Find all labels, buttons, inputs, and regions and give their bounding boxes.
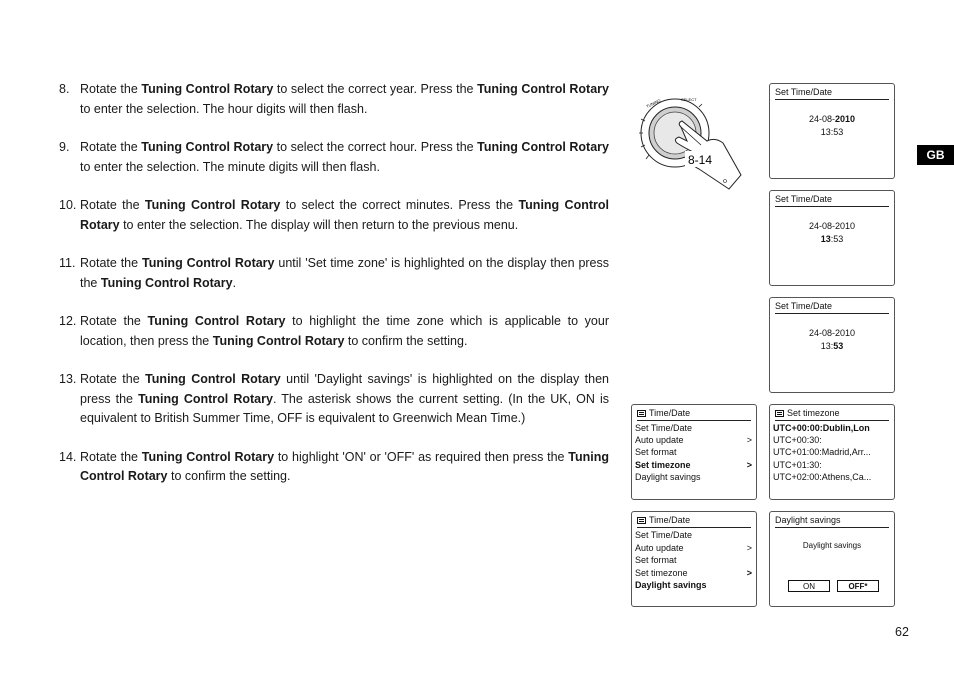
- control-name: Tuning Control Rotary: [141, 82, 274, 96]
- control-name: Tuning Control Rotary: [477, 82, 609, 96]
- tuning-control-illustration: [637, 93, 745, 193]
- step-text-run: until 'Set time zone' is highlighted on the display then press the: [80, 256, 610, 290]
- instruction-steps: [59, 80, 609, 506]
- menu-icon: [637, 410, 646, 417]
- step-number: 8.: [59, 82, 70, 96]
- lcd-date: 24-08-2010: [808, 221, 856, 231]
- lcd-title: Set Time/Date: [775, 193, 889, 207]
- control-name: Tuning Control Rotary: [141, 256, 275, 270]
- control-name: Tuning Control Rotary: [144, 198, 281, 212]
- step-text-run: Rotate the: [80, 256, 142, 270]
- step-number: 14.: [59, 449, 77, 464]
- step-text-run: to enter the selection. The hour digits will then flash.: [80, 101, 368, 116]
- control-name: Tuning Control Rotary: [138, 391, 273, 406]
- lcd-title: Set Time/Date: [775, 86, 889, 100]
- step-text-run: to enter the selection. The minute digits will then flash.: [80, 159, 380, 174]
- tuning-knob-hand-icon: [637, 93, 745, 193]
- control-name: Tuning Control Rotary: [212, 333, 345, 348]
- lcd-time: 13:53: [820, 127, 844, 137]
- step-text-run: to select the correct hour. Press the: [273, 140, 478, 154]
- lcd-timezone-list: [769, 404, 895, 500]
- lcd-date: 24-08-2010: [808, 328, 856, 338]
- instruction-step: [59, 254, 609, 293]
- step-number: 9.: [59, 140, 70, 154]
- step-text: [80, 448, 609, 487]
- step-text: [80, 254, 609, 293]
- step-text-run: . The asterisk shows the current setting. (In the UK, ON is equivalent to British Summer Time, OFF is equivalent to Greenwich Mean Time.): [80, 391, 610, 425]
- lcd-daylight-savings: [769, 511, 895, 607]
- menu-item: Set Time/Date: [635, 423, 693, 433]
- step-text-run: to confirm the setting.: [167, 469, 291, 483]
- menu-item: Set Time/Date: [635, 530, 693, 540]
- step-text: [80, 370, 609, 429]
- step-text-run: to highlight the time zone which is applicable to your location, then press the: [80, 314, 609, 348]
- control-name: Tuning Control Rotary: [141, 449, 275, 464]
- lcd-subtitle: Daylight savings: [802, 541, 862, 550]
- menu-item: Set format: [635, 447, 677, 457]
- step-text-run: Rotate the: [80, 449, 142, 464]
- menu-item: Daylight savings: [635, 472, 701, 482]
- step-text-run: to select the correct year. Press the: [273, 82, 478, 96]
- step-number: 12.: [59, 314, 77, 328]
- step-text-run: .: [232, 275, 237, 290]
- menu-item: Auto update >: [635, 543, 752, 553]
- step-number: 11.: [59, 256, 76, 270]
- lcd-menu-daylight-selected: [631, 511, 757, 607]
- on-option: ON: [788, 580, 830, 592]
- instruction-step: [59, 196, 609, 235]
- instruction-step: [59, 312, 609, 351]
- select-caption: SELECT: [681, 97, 697, 102]
- tuning-caption: TUNING: [645, 97, 662, 109]
- lcd-set-minute: [769, 297, 895, 393]
- menu-item-selected: Daylight savings: [635, 580, 707, 590]
- lcd-set-hour: [769, 190, 895, 286]
- lcd-title: Set timezone: [775, 407, 889, 421]
- step-text-run: Rotate the: [80, 198, 145, 212]
- dial-step-label: 8-14: [688, 153, 713, 167]
- control-name: Tuning Control Rotary: [80, 449, 609, 483]
- step-text-run: Rotate the: [80, 314, 148, 328]
- step-text-run: Rotate the: [80, 372, 146, 386]
- lcd-title: Daylight savings: [775, 514, 889, 528]
- lcd-date: 24-08-2010: [808, 114, 856, 124]
- timezone-item-selected: UTC+00:00:Dublin,Lon: [773, 423, 870, 433]
- lcd-menu-timezone-selected: [631, 404, 757, 500]
- instruction-step: [59, 138, 609, 177]
- step-text-run: Rotate the: [80, 140, 142, 154]
- control-name: Tuning Control Rotary: [147, 314, 286, 328]
- language-badge: GB: [917, 145, 954, 165]
- step-text: [80, 196, 609, 235]
- control-name: Tuning Control Rotary: [141, 140, 274, 154]
- page-number: 62: [895, 625, 909, 639]
- lcd-time: 13:53: [820, 234, 844, 244]
- step-number: 13.: [59, 372, 77, 386]
- step-text-run: to select the correct minutes. Press the: [280, 198, 519, 212]
- instruction-step: [59, 80, 609, 119]
- lcd-set-year: [769, 83, 895, 179]
- lcd-time: 13:53: [820, 341, 844, 351]
- step-text-run: to enter the selection. The display will then return to the previous menu.: [119, 217, 519, 232]
- timezone-item: UTC+00:30:: [773, 435, 822, 445]
- control-name: Tuning Control Rotary: [80, 198, 609, 232]
- lcd-title: Set Time/Date: [775, 300, 889, 314]
- timezone-item: UTC+02:00:Athens,Ca...: [773, 472, 872, 482]
- timezone-item: UTC+01:30:: [773, 460, 822, 470]
- menu-icon: [775, 410, 784, 417]
- menu-item: Set format: [635, 555, 677, 565]
- lcd-title: Time/Date: [637, 407, 751, 421]
- step-text-run: until 'Daylight savings' is highlighted on the display then press the: [80, 372, 609, 406]
- step-text: [80, 138, 609, 177]
- control-name: Tuning Control Rotary: [477, 140, 609, 154]
- step-text-run: to highlight 'ON' or 'OFF' as required then press the: [274, 449, 569, 464]
- step-text: [80, 80, 609, 119]
- control-name: Tuning Control Rotary: [100, 275, 233, 290]
- step-text-run: Rotate the: [80, 82, 142, 96]
- off-option: OFF*: [837, 580, 879, 592]
- instruction-step: [59, 448, 609, 487]
- menu-item: Auto update >: [635, 435, 752, 445]
- step-text: [80, 312, 609, 351]
- menu-item: Set timezone >: [635, 568, 752, 578]
- instruction-step: [59, 370, 609, 429]
- menu-item-selected: Set timezone >: [635, 460, 752, 470]
- menu-icon: [637, 517, 646, 524]
- control-name: Tuning Control Rotary: [145, 372, 281, 386]
- timezone-item: UTC+01:00:Madrid,Arr...: [773, 447, 871, 457]
- lcd-title: Time/Date: [637, 514, 751, 528]
- step-number: 10.: [59, 198, 77, 212]
- step-text-run: to confirm the setting.: [344, 333, 468, 348]
